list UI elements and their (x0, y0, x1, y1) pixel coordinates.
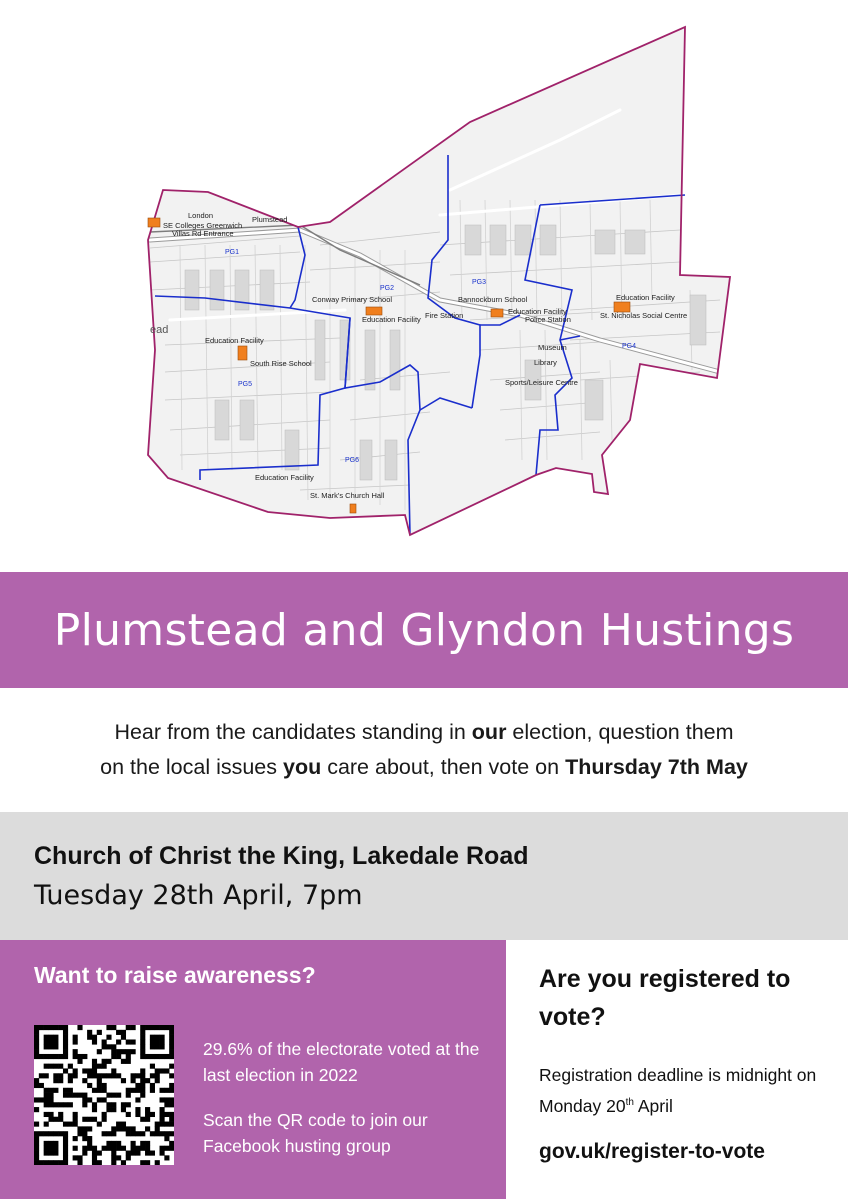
ward-map-svg (0, 0, 848, 572)
district-pg1: PG1 (225, 249, 240, 256)
intro-emphasis-our: our (471, 720, 507, 744)
scan-instruction: Scan the QR code to join our Facebook husting group (203, 1110, 428, 1156)
registration-panel (506, 940, 848, 1199)
district-pg5: PG5 (238, 381, 253, 388)
intro-line2-a: on the local issues (100, 755, 283, 779)
label-villas: Villas Rd Entrance (172, 229, 234, 238)
ward-map (0, 0, 848, 572)
venue-band (0, 812, 848, 940)
label-ead: ead (150, 324, 169, 336)
label-st-nicholas: St. Nicholas Social Centre (600, 311, 688, 320)
intro-text (0, 688, 848, 812)
marker-conway (366, 307, 382, 315)
label-police-station: Police Station (525, 315, 571, 324)
election-date: Thursday 7th May (565, 755, 748, 779)
registration-deadline (539, 1062, 839, 1120)
marker-st-marks (350, 504, 356, 513)
label-fire-station: Fire Station (425, 311, 464, 320)
label-education-5: Education Facility (255, 473, 314, 482)
district-pg6: PG6 (345, 457, 360, 464)
awareness-panel (0, 940, 506, 1199)
label-south-rise: South Rise School (250, 359, 312, 368)
district-pg2: PG2 (380, 285, 395, 292)
marker-bannockburn (491, 309, 503, 317)
label-plumstead: Plumstead (252, 215, 288, 224)
label-sports: Sports/Leisure Centre (505, 378, 578, 387)
label-education-2: Education Facility (362, 315, 421, 324)
label-bannockburn: Bannockburn School (458, 295, 528, 304)
marker-se-colleges (148, 218, 160, 227)
district-pg3: PG3 (472, 279, 487, 286)
intro-emphasis-you: you (282, 755, 322, 779)
label-education-3: Education Facility (508, 307, 567, 316)
awareness-heading: Want to raise awareness? (34, 962, 316, 988)
event-datetime: Tuesday 28th April, 7pm (34, 880, 363, 911)
marker-south-rise (238, 346, 247, 360)
label-museum: Museum (538, 343, 567, 352)
district-pg4: PG4 (622, 343, 637, 350)
qr-code[interactable] (34, 1025, 174, 1165)
title-band (0, 572, 848, 688)
qr-code-svg (34, 1025, 174, 1165)
page-title: Plumstead and Glyndon Hustings (53, 604, 795, 656)
intro-line1-c: election, question them (506, 720, 734, 744)
label-education-1: Education Facility (205, 336, 264, 345)
deadline-suffix: th (625, 1097, 634, 1108)
label-st-marks: St. Mark's Church Hall (310, 491, 385, 500)
deadline-month: April (633, 1095, 673, 1116)
label-se-colleges: SE Colleges Greenwich (163, 221, 243, 230)
label-conway: Conway Primary School (312, 295, 393, 304)
label-london: London (188, 211, 214, 220)
intro-line2-c: care about, then vote on (321, 755, 566, 779)
registration-question: Are you registered to vote? (539, 965, 791, 1031)
label-library: Library (534, 358, 557, 367)
intro-line1-a: Hear from the candidates standing in (114, 720, 472, 744)
intro-paragraph (100, 715, 748, 785)
turnout-stat: 29.6% of the electorate voted at the last election in 2022 (203, 1039, 480, 1085)
register-link[interactable]: gov.uk/register-to-vote (539, 1140, 765, 1163)
label-education-4: Education Facility (616, 293, 675, 302)
deadline-text: Registration deadline is midnight on Monday 20 (539, 1065, 817, 1116)
venue-name: Church of Christ the King, Lakedale Road (34, 842, 529, 870)
